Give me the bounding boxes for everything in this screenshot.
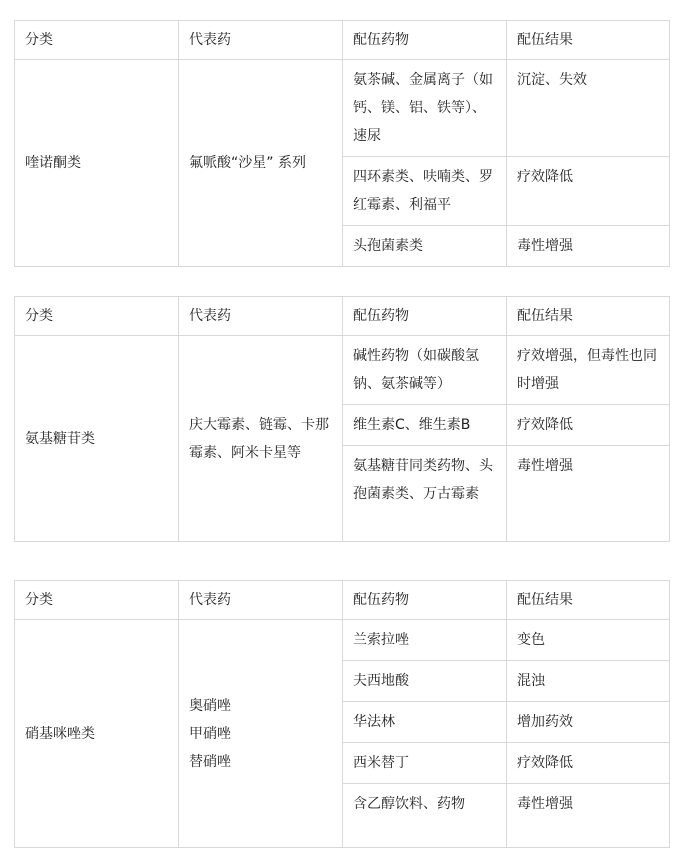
table-header-row (15, 581, 670, 620)
drug-cell: 华法林 (343, 702, 507, 743)
header-category: 分类 (15, 21, 179, 60)
table-header-row (15, 21, 670, 60)
result-cell: 混浊 (507, 661, 670, 702)
table-row (15, 620, 670, 661)
drug-cell: 兰索拉唑 (343, 620, 507, 661)
representative-line: 甲硝唑 (189, 725, 231, 742)
representative-line: 庆大霉素、链霉、卡那霉素、阿米卡星等 (189, 416, 329, 461)
header-representative: 代表药 (179, 21, 343, 60)
header-result: 配伍结果 (507, 21, 670, 60)
table-header-row (15, 297, 670, 336)
representative-line: 奥硝唑 (189, 697, 231, 714)
result-cell: 沉淀、失效 (507, 60, 670, 157)
header-category: 分类 (15, 581, 179, 620)
result-cell: 疗效降低 (507, 157, 670, 226)
drug-cell: 碱性药物（如碳酸氢钠、氨茶碱等） (343, 336, 507, 405)
result-cell: 毒性增强 (507, 226, 670, 267)
header-drug: 配伍药物 (343, 21, 507, 60)
representative-line: 替硝唑 (189, 753, 231, 770)
representative-cell (179, 60, 343, 267)
drug-cell: 西米替丁 (343, 743, 507, 784)
result-cell: 毒性增强 (507, 446, 670, 542)
table-row (15, 60, 670, 157)
drug-cell: 氨茶碱、金属离子（如钙、镁、铝、铁等）、速尿 (343, 60, 507, 157)
header-result: 配伍结果 (507, 581, 670, 620)
result-cell: 疗效降低 (507, 743, 670, 784)
drug-cell: 头孢菌素类 (343, 226, 507, 267)
header-representative: 代表药 (179, 581, 343, 620)
result-cell: 疗效增强，但毒性也同时增强 (507, 336, 670, 405)
representative-line: 氟哌酸“沙星” 系列 (189, 155, 306, 171)
nitroimidazole-table (14, 580, 670, 848)
table-row (15, 336, 670, 405)
quinolone-table (14, 20, 670, 267)
result-cell: 疗效降低 (507, 405, 670, 446)
result-cell: 毒性增强 (507, 784, 670, 848)
header-drug: 配伍药物 (343, 297, 507, 336)
drug-cell: 氨基糖苷同类药物、头孢菌素类、万古霉素 (343, 446, 507, 542)
result-cell: 增加药效 (507, 702, 670, 743)
drug-cell: 夫西地酸 (343, 661, 507, 702)
result-cell: 变色 (507, 620, 670, 661)
representative-cell (179, 620, 343, 848)
drug-cell: 维生素C、维生素B (343, 405, 507, 446)
representative-cell (179, 336, 343, 542)
category-cell: 喹诺酮类 (15, 60, 179, 267)
category-cell: 氨基糖苷类 (15, 336, 179, 542)
drug-cell: 含乙醇饮料、药物 (343, 784, 507, 848)
drug-cell: 四环素类、呋喃类、罗红霉素、利福平 (343, 157, 507, 226)
header-result: 配伍结果 (507, 297, 670, 336)
header-drug: 配伍药物 (343, 581, 507, 620)
header-category: 分类 (15, 297, 179, 336)
header-representative: 代表药 (179, 297, 343, 336)
category-cell: 硝基咪唑类 (15, 620, 179, 848)
aminoglycoside-table (14, 296, 670, 542)
